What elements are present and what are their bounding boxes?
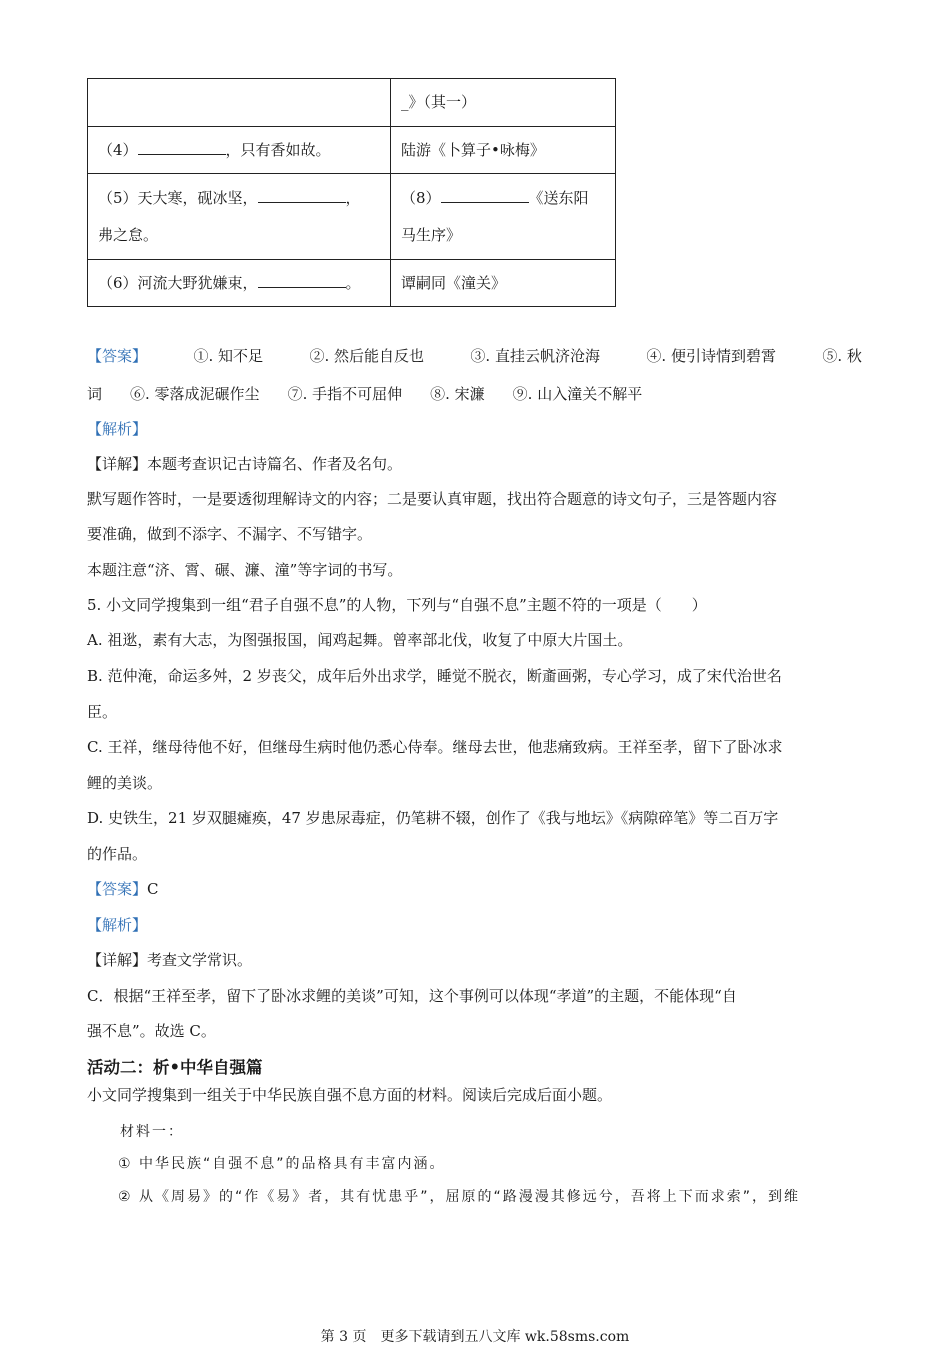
- table-cell: [391, 174, 616, 260]
- material-label: 材料一：: [120, 1124, 184, 1140]
- answer-item: ⑥. 零落成泥碾作尘: [130, 385, 260, 403]
- table-cell: [88, 127, 391, 174]
- paragraph: C．根据“王祥至孝，留下了卧冰求鲤的美谈”可知，这个事例可以体现“孝道”的主题，不能体现“自: [87, 987, 737, 1005]
- table-cell: [88, 174, 391, 260]
- table-cell: _》（其一）: [391, 79, 616, 127]
- answer-item: ④. 便引诗情到碧霄: [646, 347, 776, 365]
- answer-item: ①. 知不足: [193, 347, 263, 365]
- cell-text: ，: [345, 188, 361, 207]
- analysis-tag: 【解析】: [87, 916, 148, 934]
- cell-text: 《送东阳: [528, 188, 589, 207]
- fill-blank: [441, 187, 529, 203]
- table-cell: [88, 79, 391, 127]
- question-stem: 5. 小文同学搜集到一组“君子自强不息”的人物，下列与“自强不息”主题不符的一项是（ ）: [87, 596, 707, 614]
- answer-item: 词: [87, 385, 103, 403]
- poem-table: [87, 78, 616, 307]
- cell-text: （8）: [401, 188, 441, 207]
- material-item: ② 从《周易》的“作《易》者，其有忧患乎”，屈原的“路漫漫其修远兮，吾将上下而求索”，到维: [118, 1189, 801, 1205]
- option-d-cont: 的作品。: [87, 845, 148, 863]
- answer-item: ⑧. 宋濂: [430, 385, 485, 403]
- paragraph: 强不息”。故选 C。: [87, 1022, 216, 1040]
- cell-text: 。: [345, 273, 361, 292]
- paragraph: 要准确，做到不添字、不漏字、不写错字。: [87, 525, 373, 543]
- detail-line: [87, 949, 867, 970]
- paragraph: 小文同学搜集到一组关于中华民族自强不息方面的材料。阅读后完成后面小题。: [87, 1086, 613, 1104]
- page-footer: 第 3 页 更多下载请到五八文库 wk.58sms.com: [320, 1329, 630, 1345]
- answer-line-2: [87, 383, 642, 404]
- analysis-tag: 【解析】: [87, 420, 148, 438]
- fill-blank: [138, 139, 226, 155]
- paragraph: 本题注意“济、霄、碾、濂、潼”等字词的书写。: [87, 561, 403, 579]
- table-row: [88, 127, 616, 174]
- answer-line-1: [87, 345, 862, 366]
- option-d: D. 史铁生，21 岁双腿瘫痪，47 岁患尿毒症，仍笔耕不辍，创作了《我与地坛》《病隙碎笔》等二百万字: [87, 809, 779, 827]
- table-row: [88, 79, 616, 127]
- cell-text: 弗之怠。: [98, 225, 159, 244]
- detail-line: [87, 453, 867, 474]
- detail-text: 考查文学常识。: [147, 951, 253, 969]
- table-row: [88, 260, 616, 307]
- detail-text: 本题考查识记古诗篇名、作者及名句。: [147, 455, 403, 473]
- material-item: ① 中华民族“自强不息”的品格具有丰富内涵。: [118, 1156, 446, 1172]
- cell-text: 马生序》: [401, 225, 462, 244]
- table-cell: 谭嗣同《潼关》: [391, 260, 616, 307]
- option-b: B. 范仲淹，命运多舛，2 岁丧父，成年后外出求学，睡觉不脱衣，断齑画粥，专心学习，成了宋代治世名: [87, 667, 782, 685]
- cell-text: （4）: [98, 140, 138, 159]
- cell-text: （5）天大寒，砚冰坚，: [98, 188, 258, 207]
- answer-item: ③. 直挂云帆济沧海: [470, 347, 600, 365]
- answer-item: ⑦. 手指不可屈伸: [287, 385, 403, 403]
- answer-item: ②. 然后能自反也: [309, 347, 424, 365]
- answer-item: ⑨. 山入潼关不解平: [512, 385, 643, 403]
- table-cell: 陆游《卜算子•咏梅》: [391, 127, 616, 174]
- answer-item: ⑤. 秋: [822, 347, 862, 365]
- answer-line: [87, 878, 867, 899]
- detail-tag: 【详解】: [87, 951, 148, 969]
- section-heading: 活动二：析•中华自强篇: [87, 1058, 263, 1077]
- option-b-cont: 臣。: [87, 703, 118, 721]
- answer-tag: 【答案】: [87, 347, 148, 365]
- answer-value: C: [147, 880, 159, 898]
- answer-tag: 【答案】: [87, 880, 148, 898]
- cell-text: ，只有香如故。: [225, 140, 331, 159]
- table-cell: [88, 260, 391, 307]
- option-c: C. 王祥，继母待他不好，但继母生病时他仍悉心侍奉。继母去世，他悲痛致病。王祥至孝，留下了卧冰求: [87, 738, 783, 756]
- cell-text: （6）河流大野犹嫌束，: [98, 273, 258, 292]
- table-row: [88, 174, 616, 260]
- detail-tag: 【详解】: [87, 455, 148, 473]
- option-c-cont: 鲤的美谈。: [87, 774, 163, 792]
- fill-blank: [258, 187, 346, 203]
- paragraph: 默写题作答时，一是要透彻理解诗文的内容；二是要认真审题，找出符合题意的诗文句子，三是答题内容: [87, 490, 778, 508]
- fill-blank: [258, 272, 346, 288]
- option-a: A. 祖逖，素有大志，为图强报国，闻鸡起舞。曾率部北伐，收复了中原大片国土。: [87, 631, 633, 649]
